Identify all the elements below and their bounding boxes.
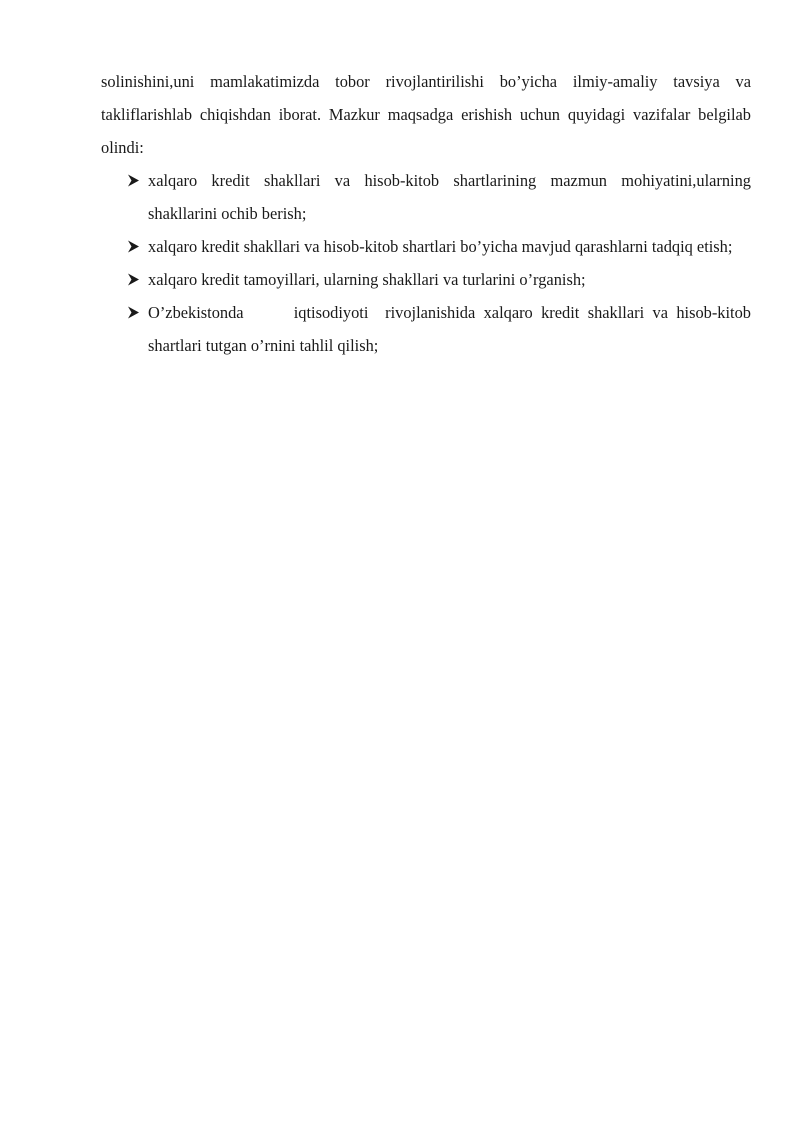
list-item-text: xalqaro kredit tamoyillari, ularning shakllari va turlarini o’rganish;: [148, 270, 586, 289]
arrowhead-bullet-icon: [127, 164, 141, 197]
document-body: [101, 65, 756, 362]
list-item: [101, 296, 756, 362]
arrowhead-bullet-icon: [127, 230, 141, 263]
list-item-text: xalqaro kredit shakllari va hisob-kitob shartlarining mazmun mohiyatini,ularning shakllarini ochib berish;: [148, 171, 751, 223]
task-list: [101, 164, 756, 362]
arrowhead-bullet-icon: [127, 296, 141, 329]
list-item: [101, 164, 751, 230]
list-item-text: xalqaro kredit shakllari va hisob-kitob shartlari bo’yicha mavjud qarashlarni tadqiq etish;: [148, 237, 733, 256]
arrowhead-bullet-icon: [127, 263, 141, 296]
list-item-text: O’zbekistonda iqtisodiyoti rivojlanishida xalqaro kredit shakllari va hisob-kitob shartlari tutgan o’rnini tahlil qilish;: [148, 303, 756, 355]
list-item: [101, 230, 751, 263]
list-item: [101, 263, 751, 296]
intro-paragraph: solinishini,uni mamlakatimizda tobor rivojlantirilishi bo’yicha ilmiy-amaliy tavsiya va takliflarishlab chiqishdan iborat. Mazkur maqsadga erishish uchun quyidagi vazifalar belgilab olindi:: [101, 72, 751, 157]
